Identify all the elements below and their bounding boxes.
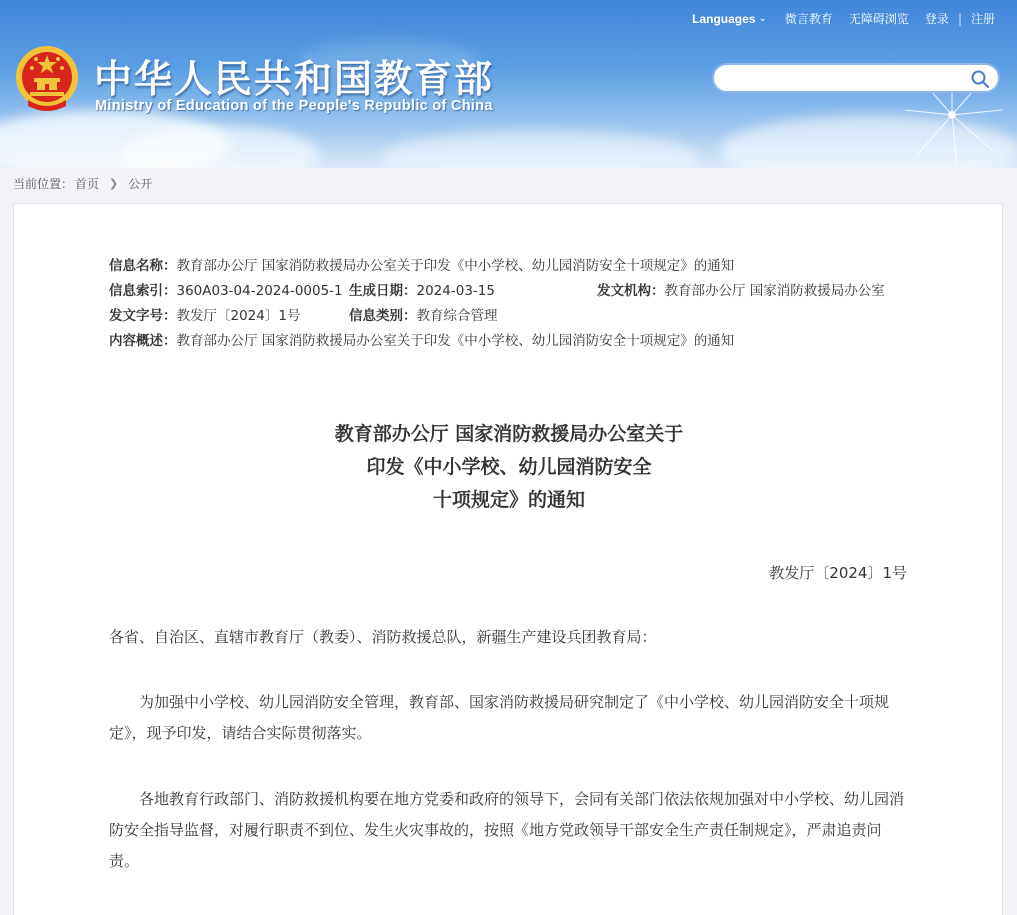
breadcrumb-label: 当前位置：	[13, 177, 74, 191]
info-metadata	[109, 256, 909, 356]
document-number: 教发厅〔2024〕1号	[769, 564, 907, 582]
breadcrumb-home-link[interactable]: 首页	[75, 177, 100, 191]
info-name-value: 教育部办公厅 国家消防救援局办公室关于印发《中小学校、幼儿园消防安全十项规定》的通知	[176, 258, 735, 274]
info-category-value: 教育综合管理	[416, 308, 498, 324]
info-summary-label: 内容概述：	[109, 333, 177, 349]
document-paragraph: 为加强中小学校、幼儿园消防安全管理，教育部、国家消防救援局研究制定了《中小学校、幼儿园消防安全十项规定》，现予印发，请结合实际贯彻落实。	[109, 693, 890, 742]
info-date-label: 生成日期：	[349, 283, 417, 299]
meta-row-docno	[109, 306, 909, 331]
info-index-value: 360A03-04-2024-0005-1	[176, 283, 343, 299]
info-date-value: 2024-03-15	[416, 283, 495, 299]
breadcrumb-current[interactable]: 公开	[128, 177, 153, 191]
info-docno-label: 发文字号：	[109, 308, 177, 324]
weixin-link[interactable]: 微言教育	[784, 12, 833, 26]
document-title-line: 十项规定》的通知	[432, 489, 585, 511]
languages-menu[interactable]: Languages	[692, 11, 756, 26]
info-category-label: 信息类别：	[349, 308, 417, 324]
info-docno-value: 教发厅〔2024〕1号	[176, 308, 301, 324]
meta-row-index	[109, 281, 909, 306]
document-paragraph: 各地教育行政部门、消防救援机构要在地方党委和政府的领导下，会同有关部门依法依规加强对中小学校、幼儿园消防安全指导监督，对履行职责不到位、发生火灾事故的，按照《地方党政领导干部安全生产责任制规定》，严肃追责问责。	[109, 790, 905, 870]
top-navigation	[692, 10, 1003, 27]
document-title-line: 印发《中小学校、幼儿园消防安全	[366, 456, 652, 478]
breadcrumb	[13, 175, 152, 192]
info-issuer-label: 发文机构：	[597, 283, 665, 299]
document-title-line: 教育部办公厅 国家消防救援局办公室关于	[334, 423, 684, 445]
cloud-decoration	[380, 130, 700, 168]
content-panel	[13, 203, 1003, 915]
register-link[interactable]: 注册	[970, 12, 995, 26]
chevron-down-icon[interactable]: ⌄	[758, 13, 767, 24]
site-title[interactable]: 中华人民共和国教育部	[94, 57, 495, 101]
info-index-label: 信息索引：	[109, 283, 177, 299]
document-salutation: 各省、自治区、直辖市教育厅（教委）、消防救援总队，新疆生产建设兵团教育局：	[109, 628, 657, 646]
site-header	[0, 0, 1017, 168]
info-name-label: 信息名称：	[109, 258, 177, 274]
meta-row-name	[109, 256, 909, 281]
accessible-browsing-link[interactable]: 无障碍浏览	[848, 12, 909, 26]
info-summary-value: 教育部办公厅 国家消防救援局办公室关于印发《中小学校、幼儿园消防安全十项规定》的通知	[176, 333, 735, 349]
document-title	[14, 418, 1004, 517]
search-input[interactable]	[712, 63, 1000, 93]
chevron-right-icon: ❯	[109, 177, 119, 190]
site-subtitle: Ministry of Education of the People's Republic of China	[95, 98, 493, 114]
meta-row-summary	[109, 331, 909, 356]
info-issuer-value: 教育部办公厅 国家消防救援局办公室	[664, 283, 885, 299]
nav-separator: |	[957, 11, 962, 26]
login-link[interactable]: 登录	[924, 12, 949, 26]
search-icon[interactable]	[970, 69, 990, 89]
national-emblem-icon	[14, 44, 80, 114]
